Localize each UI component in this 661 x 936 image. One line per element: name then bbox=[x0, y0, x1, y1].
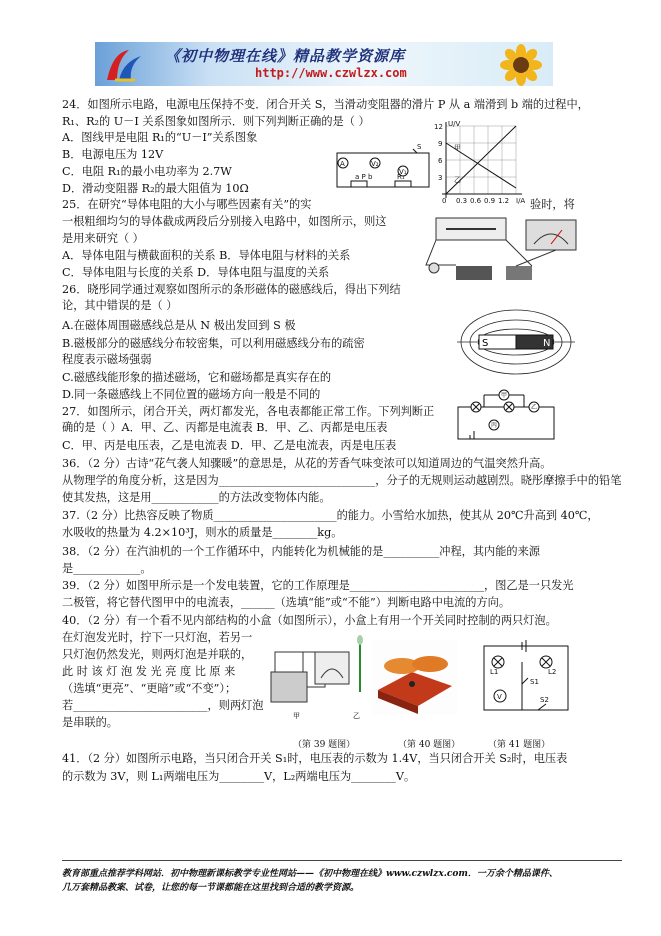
header-url: http://www.czwlzx.com bbox=[255, 66, 407, 80]
svg-text:甲: 甲 bbox=[293, 712, 300, 720]
text-line: B.磁极部分的磁感线分布较密集，可以利用磁感线分布的疏密 bbox=[62, 337, 365, 350]
svg-text:3: 3 bbox=[438, 174, 443, 182]
text-line: 36．（2 分）古诗“花气袭人知骤暖”的意思是，从花的芳香气味变浓可以知道周边的气温突然升高。 bbox=[62, 457, 552, 470]
footer-divider bbox=[62, 860, 622, 861]
svg-text:甲: 甲 bbox=[501, 392, 508, 399]
text-line: 25．在研究“导体电阻的大小与哪些因素有关”的实 bbox=[62, 198, 312, 211]
caption-fig-39: （第 39 题图） bbox=[293, 740, 356, 750]
text-line: 只灯泡仍然发光，则两灯泡是并联的， bbox=[62, 648, 253, 661]
svg-text:A: A bbox=[340, 160, 345, 168]
svg-text:R₁: R₁ bbox=[397, 173, 405, 181]
header-title: 《初中物理在线》精品教学资源库 bbox=[165, 47, 406, 65]
footer-line-1: 教育部重点推荐学科网站．初中物理新课标教学专业性网站——《初中物理在线》www.czwlzx.com．一万余个精品课件、 bbox=[62, 869, 558, 879]
svg-text:甲: 甲 bbox=[454, 144, 461, 152]
text-line: C．甲、丙是电压表，乙是电流表 D．甲、乙是电流表，丙是电压表 bbox=[62, 439, 397, 452]
svg-text:12: 12 bbox=[434, 123, 443, 131]
svg-text:V₂: V₂ bbox=[371, 160, 379, 168]
circuit-41-diagram bbox=[478, 640, 573, 722]
circuit-27-diagram bbox=[454, 385, 559, 447]
text-line: A．图线甲是电阻 R₁的“U－I”关系图象 bbox=[62, 131, 258, 144]
text-line: D.同一条磁感线上不同位置的磁场方向一般是不同的 bbox=[62, 388, 321, 401]
text-line: D．滑动变阻器 R₂的最大阻值为 10Ω bbox=[62, 182, 249, 195]
svg-text:0.3: 0.3 bbox=[456, 197, 468, 205]
svg-text:L1: L1 bbox=[490, 668, 499, 676]
caption-fig-40: （第 40 题图） bbox=[398, 740, 461, 750]
svg-text:乙: 乙 bbox=[454, 176, 461, 184]
svg-text:6: 6 bbox=[438, 157, 443, 165]
svg-text:乙: 乙 bbox=[531, 404, 538, 411]
text-line: 若________________________，则两灯泡 bbox=[62, 699, 264, 712]
lamp-box-photo bbox=[372, 640, 457, 715]
resistance-experiment-diagram bbox=[416, 210, 588, 290]
header-banner bbox=[95, 42, 553, 86]
text-line: B．电源电压为 12V bbox=[62, 148, 164, 161]
text-line: 一根粗细均匀的导体截成两段后分别接入电路中，如图所示，则这 bbox=[62, 215, 387, 228]
text-line: A.在磁体周围磁感线总是从 N 极出发回到 S 极 bbox=[62, 319, 296, 332]
text-line: C．电阻 R₁的最小电功率为 2.7W bbox=[62, 165, 232, 178]
generator-diagram bbox=[265, 632, 370, 722]
svg-text:丙: 丙 bbox=[491, 422, 498, 429]
svg-text:乙: 乙 bbox=[353, 712, 360, 720]
magnet-s-label: S bbox=[482, 338, 489, 349]
text-line: 从物理学的角度分析，这是因为____________________________，分子的无规则运动越剧烈。晓彤摩擦手中的铅笔 bbox=[62, 474, 622, 487]
text-line: 40．（2 分）有一个看不见内部结构的小盒（如图所示），小盒上有用一个开关同时控制的两只灯泡。 bbox=[62, 614, 557, 627]
text-line: 此 时 该 灯 泡 发 光 亮 度 比 原 来 bbox=[62, 665, 236, 678]
text-line: 37.（2 分）比热容反映了物质______________________的能力。小雪给水加热，使其从 20℃升高到 40℃， bbox=[62, 509, 599, 522]
text-line: 39．（2 分）如图甲所示是一个发电装置，它的工作原理是________________________，图乙是一只发光 bbox=[62, 579, 574, 592]
text-line: 确的是（ ）A．甲、乙、丙都是电流表 B．甲、乙、丙都是电压表 bbox=[62, 421, 388, 434]
text-line: 在灯泡发光时，拧下一只灯泡，若另一 bbox=[62, 631, 253, 644]
svg-text:V: V bbox=[497, 693, 502, 701]
svg-text:a P b: a P b bbox=[355, 173, 373, 181]
text-line: 使其发热，这是用____________的方法改变物体内能。 bbox=[62, 491, 331, 504]
text-line: 是串联的。 bbox=[62, 716, 118, 729]
text-line: R₁、R₂的 U－I 关系图象如图所示．则下列判断正确的是（ ） bbox=[62, 115, 370, 128]
text-line: 是____________。 bbox=[62, 562, 152, 575]
text-line: 41．（2 分）如图所示电路，当只闭合开关 S₁时，电压表的示数为 1.4V，当只闭合开关 S₂时，电压表 bbox=[62, 752, 568, 765]
text-line: C.磁感线能形象的描述磁场，它和磁场都是真实存在的 bbox=[62, 371, 332, 384]
svg-text:0: 0 bbox=[442, 197, 447, 205]
text-line: 二极管，将它替代图甲中的电流表，______（选填“能”或“不能”）判断电路中电流的方向。 bbox=[62, 596, 511, 609]
svg-text:U/V: U/V bbox=[448, 120, 461, 128]
text-line: 的示数为 3V，则 L₁两端电压为________V，L₂两端电压为________V。 bbox=[62, 770, 416, 783]
sunflower-icon bbox=[495, 44, 547, 86]
text-line: 24．如图所示电路，电源电压保持不变．闭合开关 S，当滑动变阻器的滑片 P 从 a 端滑到 b 端的过程中， bbox=[62, 98, 589, 111]
svg-text:0.6: 0.6 bbox=[470, 197, 482, 205]
svg-text:0.9: 0.9 bbox=[484, 197, 496, 205]
text-line: （选填“更亮”、“更暗”或“不变”）； bbox=[62, 682, 237, 695]
magnet-n-label: N bbox=[543, 338, 551, 349]
ui-graph bbox=[432, 118, 530, 206]
svg-text:S: S bbox=[417, 143, 422, 151]
text-line: 程度表示磁场强弱 bbox=[62, 353, 152, 366]
text-line: 水吸收的热量为 4.2×10³J，则水的质量是________kg。 bbox=[62, 526, 343, 539]
text-line: C．导体电阻与长度的关系 D．导体电阻与温度的关系 bbox=[62, 266, 330, 279]
text-line: 论，其中错误的是（ ） bbox=[62, 299, 178, 312]
circuit-24-diagram bbox=[333, 143, 433, 195]
svg-text:L2: L2 bbox=[548, 668, 557, 676]
text-line: 验时，将 bbox=[530, 198, 575, 211]
svg-text:S2: S2 bbox=[540, 696, 549, 704]
text-line: 38．（2 分）在汽油机的一个工作循环中，内能转化为机械能的是__________冲程，其内能的来源 bbox=[62, 545, 540, 558]
footer-line-2: 几万套精品教案、试卷，让您的每一节课都能在这里找到合适的教学资源。 bbox=[62, 883, 360, 893]
svg-text:V₁: V₁ bbox=[399, 168, 407, 176]
text-line: 27．如图所示，闭合开关，两灯都发光，各电表都能正常工作。下列判断正 bbox=[62, 405, 435, 418]
svg-text:1.2: 1.2 bbox=[498, 197, 510, 205]
bar-magnet-field-diagram bbox=[455, 307, 577, 377]
svg-text:I/A: I/A bbox=[516, 197, 526, 205]
svg-text:9: 9 bbox=[438, 140, 443, 148]
text-line: A．导体电阻与横截面积的关系 B．导体电阻与材料的关系 bbox=[62, 249, 351, 262]
logo-icon bbox=[103, 46, 145, 84]
caption-fig-41: （第 41 题图） bbox=[488, 740, 551, 750]
text-line: 是用来研究（ ） bbox=[62, 232, 144, 245]
svg-text:S1: S1 bbox=[530, 678, 539, 686]
text-line: 26．晓彤同学通过观察如图所示的条形磁体的磁感线后，得出下列结 bbox=[62, 283, 401, 296]
